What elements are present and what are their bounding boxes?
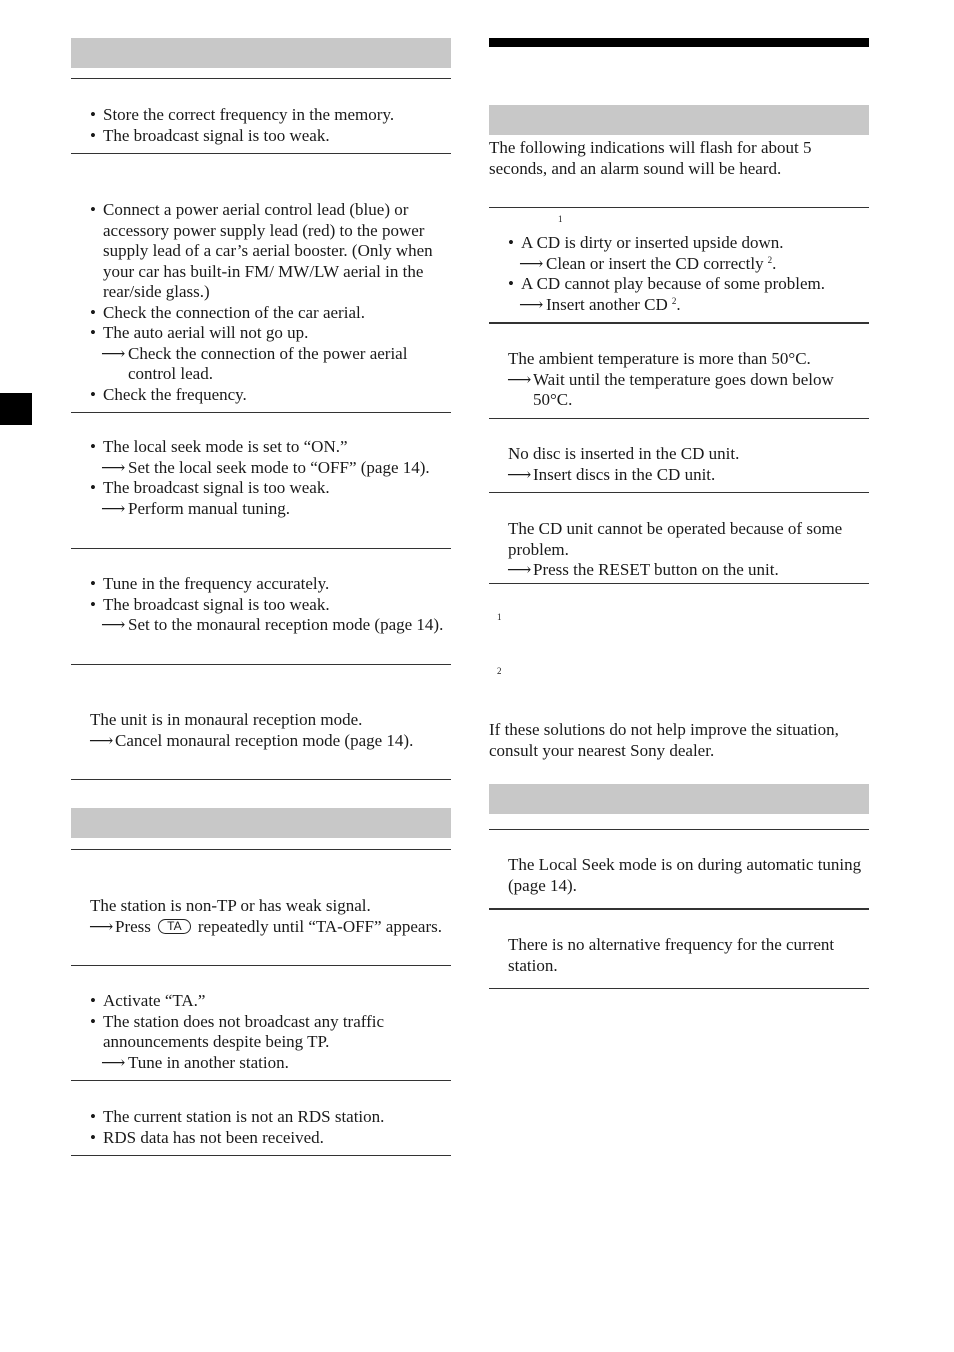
arrow-icon: ⟶ (507, 369, 532, 389)
cause-text: The ambient temperature is more than 50°C. (508, 349, 811, 368)
section-header-band (71, 808, 451, 838)
list-item: • Store the correct frequency in the memory. (71, 105, 451, 126)
footnote-marker: 1 (558, 214, 563, 224)
radio-s4 (71, 574, 451, 636)
list-item: • The broadcast signal is too weak. (71, 595, 451, 616)
divider (71, 1155, 451, 1156)
rds-message-r1: The Local Seek mode is on during automatic tuning (page 14). (508, 855, 862, 895)
error-e3 (489, 444, 869, 485)
footnote-marker: 2 (497, 666, 502, 676)
divider (489, 322, 869, 324)
divider (489, 583, 869, 584)
rds-s8 (71, 1107, 451, 1148)
divider (71, 412, 451, 413)
list-item: • A CD cannot play because of some problem. (489, 274, 869, 295)
list-item: • RDS data has not been received. (71, 1128, 451, 1149)
arrow-icon: ⟶ (519, 294, 544, 314)
divider (71, 849, 451, 850)
section-header-band (71, 38, 451, 68)
divider (71, 1080, 451, 1081)
divider (71, 548, 451, 549)
divider (489, 988, 869, 989)
list-item: • The broadcast signal is too weak. (71, 126, 451, 147)
radio-s3 (71, 437, 451, 519)
footnote-marker: 1 (497, 612, 502, 622)
cause-text: No disc is inserted in the CD unit. (508, 444, 740, 463)
radio-s2 (71, 200, 451, 405)
remedy-item: ⟶ Check the connection of the power aerial control lead. (101, 343, 408, 383)
divider (489, 418, 869, 419)
divider (489, 829, 869, 830)
divider (489, 908, 869, 910)
list-item: • The local seek mode is set to “ON.” (71, 437, 451, 458)
error-e1 (489, 233, 869, 315)
remedy-item: ⟶ Tune in another station. (101, 1052, 289, 1072)
intro-text: The following indications will flash for about 5 seconds, and an alarm sound will be heard. (489, 138, 812, 178)
divider (71, 779, 451, 780)
radio-s5 (71, 710, 451, 751)
arrow-icon: ⟶ (507, 464, 532, 484)
remedy-item: ⟶ Set the local seek mode to “OFF” (page 14). (101, 457, 430, 477)
arrow-icon: ⟶ (101, 457, 126, 477)
cause-text: The station is non-TP or has weak signal. (90, 896, 371, 915)
section-header-band (489, 784, 869, 814)
section-header-band (489, 105, 869, 135)
rds-message-r2: There is no alternative frequency for the current station. (508, 935, 835, 975)
rds-s6 (71, 896, 451, 937)
closing-text: If these solutions do not help improve the situation, consult your nearest Sony dealer. (489, 720, 839, 760)
error-e2 (489, 349, 869, 411)
list-item: • A CD is dirty or inserted upside down. (489, 233, 869, 254)
remedy-item: ⟶ Press the RESET button on the unit. (507, 560, 779, 579)
list-item: • Activate “TA.” (71, 991, 451, 1012)
divider (489, 207, 869, 208)
divider (71, 965, 451, 966)
arrow-icon: ⟶ (101, 498, 126, 518)
list-item: • The current station is not an RDS station. (71, 1107, 451, 1128)
list-item: • The station does not broadcast any traffic announcements despite being TP. (71, 1012, 451, 1053)
list-item: • Check the frequency. (71, 385, 451, 406)
list-item: • Tune in the frequency accurately. (71, 574, 451, 595)
divider (71, 664, 451, 665)
arrow-icon: ⟶ (89, 730, 114, 750)
arrow-icon: ⟶ (101, 615, 126, 634)
ta-button-icon: TA (158, 919, 190, 934)
title-bar (489, 38, 869, 47)
radio-s1 (71, 105, 451, 146)
error-e4 (489, 519, 869, 581)
remedy-item: ⟶ Insert discs in the CD unit. (507, 464, 716, 484)
rds-s7 (71, 991, 451, 1073)
list-item: • The broadcast signal is too weak. (71, 478, 451, 499)
remedy-item: ⟶ Cancel monaural reception mode (page 14). (89, 730, 414, 750)
remedy-item: ⟶ Perform manual tuning. (101, 498, 290, 518)
remedy-item: ⟶ Clean or insert the CD correctly $^2$. (519, 253, 777, 273)
remedy-item: ⟶ Insert another CD $^2$. (519, 294, 681, 314)
cause-text: The unit is in monaural reception mode. (90, 710, 363, 729)
remedy-item: ⟶ Wait until the temperature goes down below 50°C. (507, 369, 834, 409)
side-tab-marker (0, 393, 32, 425)
list-item: • Check the connection of the car aerial. (71, 303, 451, 324)
divider (71, 78, 451, 79)
divider (489, 492, 869, 493)
remedy-item: ⟶ Set to the monaural reception mode (page 14). (101, 615, 444, 634)
arrow-icon: ⟶ (519, 253, 544, 273)
arrow-icon: ⟶ (507, 560, 532, 579)
arrow-icon: ⟶ (89, 916, 114, 936)
remedy-item: ⟶ Press TA repeatedly until “TA-OFF” appears. (89, 916, 442, 936)
list-item: • The auto aerial will not go up. (71, 323, 451, 344)
arrow-icon: ⟶ (101, 343, 126, 363)
divider (71, 153, 451, 154)
list-item: • Connect a power aerial control lead (blue) or accessory power supply lead (red) to the power supply lead of a car’s aerial booster. (Only when your car has built-in FM/ MW/LW aerial in the rear/side glass.) (71, 200, 451, 303)
cause-text: The CD unit cannot be operated because of some problem. (508, 519, 843, 559)
arrow-icon: ⟶ (101, 1052, 126, 1072)
